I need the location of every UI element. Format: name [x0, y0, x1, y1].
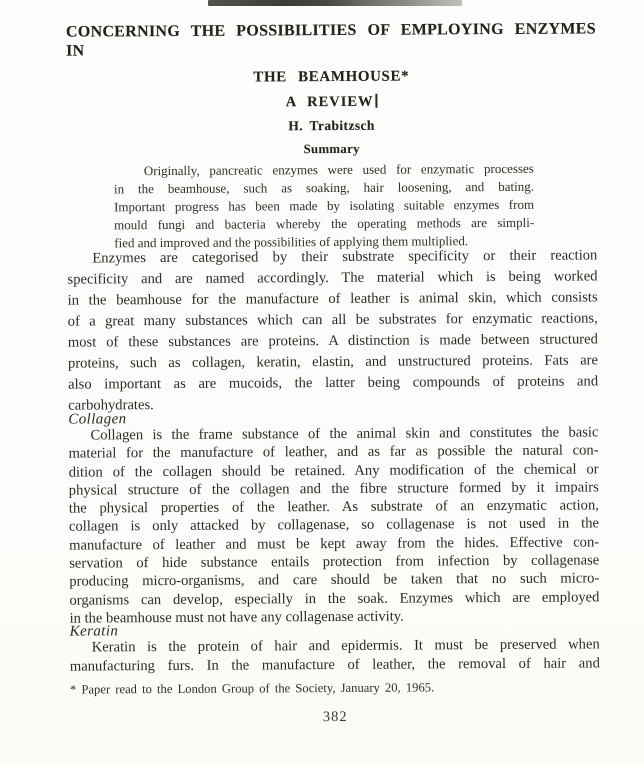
text-line: fied and improved and the possibilities of applying them multiplied. — [114, 233, 469, 251]
footnote: * Paper read to the London Group of the Society, January 20, 1965. — [69, 680, 435, 697]
text-line: Keratin is the protein of hair and epidermis. It must be preserved when — [91, 636, 600, 656]
text-line: in the beamhouse must not have any collagenase activity. — [69, 608, 404, 627]
keratin-paragraph — [70, 636, 600, 678]
summary-paragraph — [114, 160, 535, 253]
text-line: producing micro-organisms, and care should be taken that no such micro- — [69, 570, 600, 590]
author-name: H. Trabitzsch — [288, 117, 375, 134]
text-line: manufacturing furs. In the manufacture of leather, the removal of hair and — [69, 655, 600, 676]
text-line: Collagen is the frame substance of the animal skin and constitutes the basic — [90, 424, 599, 444]
text-line: organisms can develop, especially in the soak. Enzymes which are employed — [69, 589, 600, 609]
article-title-line2: THE BEAMHOUSE* — [253, 68, 410, 86]
text-line: carbohydrates. — [68, 397, 154, 414]
text-line: manufacture of leather and must be kept away from the hides. Effective con- — [69, 534, 600, 554]
text-line: mould fungi and bacteria whereby the operating methods are simpli- — [114, 214, 535, 233]
section-heading-collagen: Collagen — [68, 411, 127, 428]
text-line: dition of the collagen should be retained. Any modification of the chemical or — [68, 460, 599, 481]
text-line: also important as are mucoids, the latter being compounds of proteins and — [68, 373, 599, 393]
article-content — [66, 0, 600, 727]
text-line: collagen is only attacked by collagenase, so collagenase is not used in the — [68, 515, 600, 536]
text-line: in the beamhouse, such as soaking, hair loosening, and bating. — [113, 178, 534, 197]
text-line: physical structure of the collagen and the fibre structure formed by it impairs — [68, 479, 599, 499]
text-line: Enzymes are categorised by their substrate specificity or their reaction — [92, 247, 598, 267]
article-subtitle — [66, 92, 596, 112]
text-cursor-artifact — [375, 94, 377, 108]
text-line: the physical properties of the leather. As substrate of an enzymatic action, — [68, 497, 599, 517]
summary-heading: Summary — [303, 141, 360, 157]
text-line: servation of hide substance entails protection from infection by collagenase — [69, 552, 600, 572]
page-number: 382 — [322, 708, 348, 725]
text-line: specificity and are named accordingly. The material which is being worked — [67, 268, 598, 288]
text-line: Important progress has been made by isolating suitable enzymes from — [113, 196, 535, 215]
section-heading-keratin: Keratin — [69, 623, 119, 640]
text-line: proteins, such as collagen, keratin, elastin, and unstructured proteins. Fats are — [67, 352, 599, 372]
collagen-paragraph — [68, 423, 599, 627]
subtitle-text: A REVIEW — [285, 93, 374, 111]
text-line: material for the manufacture of leather, and as far as possible the natural con- — [68, 442, 599, 462]
intro-paragraph — [67, 245, 598, 416]
text-line: of a great many substances which can all be substrates for enzymatic reactions, — [67, 310, 598, 330]
text-line: most of these substances are proteins. A distinction is made between structured — [67, 331, 598, 351]
article-title-line1: CONCERNING THE POSSIBILITIES OF EMPLOYING ENZYMES IN — [65, 20, 597, 60]
text-line: in the beamhouse for the manufacture of leather is animal skin, which consists — [67, 289, 598, 309]
text-line: Originally, pancreatic enzymes were used for enzymatic processes — [143, 160, 534, 179]
